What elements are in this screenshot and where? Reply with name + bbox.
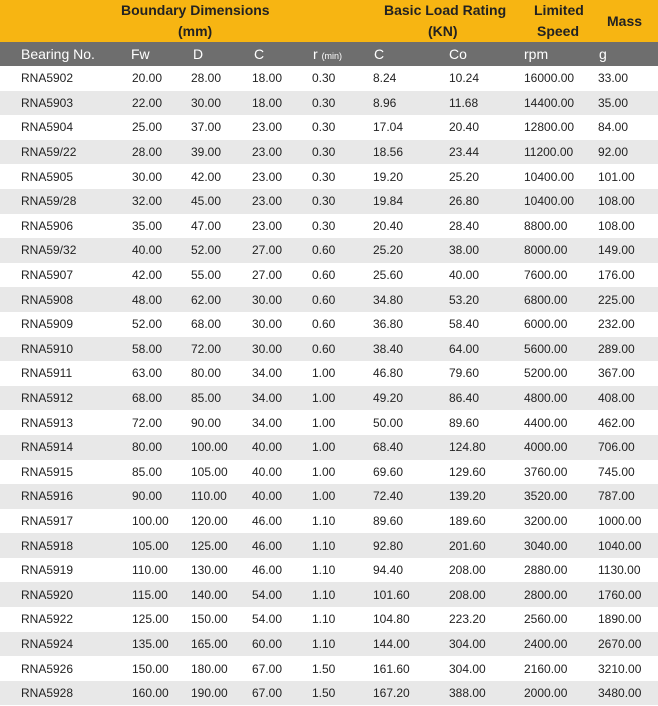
d-cell: 105.00 <box>191 460 252 485</box>
c-load-cell: 19.84 <box>373 189 449 214</box>
c-cell: 23.00 <box>252 189 312 214</box>
d-cell: 47.00 <box>191 214 252 239</box>
co-cell: 23.44 <box>449 140 524 165</box>
bearing-no-cell: RNA5916 <box>0 484 132 509</box>
rpm-cell: 4800.00 <box>524 386 598 411</box>
col-fw: Fw <box>131 46 150 62</box>
c-load-cell: 50.00 <box>373 410 449 435</box>
mass-cell: 745.00 <box>598 460 658 485</box>
c-cell: 27.00 <box>252 263 312 288</box>
mass-cell: 1000.00 <box>598 509 658 534</box>
mass-cell: 92.00 <box>598 140 658 165</box>
co-cell: 26.80 <box>449 189 524 214</box>
bearing-no-cell: RNA5909 <box>0 312 132 337</box>
r-cell: 1.00 <box>312 386 373 411</box>
mass-cell: 176.00 <box>598 263 658 288</box>
bearing-no-cell: RNA5904 <box>0 115 132 140</box>
r-cell: 0.60 <box>312 312 373 337</box>
co-cell: 58.40 <box>449 312 524 337</box>
column-header-row <box>0 42 658 66</box>
col-d: D <box>193 46 204 62</box>
rpm-cell: 5600.00 <box>524 337 598 362</box>
c-cell: 27.00 <box>252 238 312 263</box>
d-cell: 130.00 <box>191 558 252 583</box>
rpm-cell: 12800.00 <box>524 115 598 140</box>
col-c: C <box>254 46 265 62</box>
col-r-min: (min) <box>321 51 343 61</box>
mass-cell: 1890.00 <box>598 607 658 632</box>
d-cell: 52.00 <box>191 238 252 263</box>
boundary-dimensions-header: Boundary Dimensions <box>121 2 270 18</box>
fw-cell: 115.00 <box>132 582 191 607</box>
bearing-no-cell: RNA59/22 <box>0 140 132 165</box>
bearing-no-cell: RNA5924 <box>0 632 132 657</box>
r-cell: 1.00 <box>312 484 373 509</box>
co-cell: 64.00 <box>449 337 524 362</box>
table-row <box>0 410 658 435</box>
co-cell: 129.60 <box>449 460 524 485</box>
fw-cell: 80.00 <box>132 435 191 460</box>
fw-cell: 35.00 <box>132 214 191 239</box>
bearing-no-cell: RNA5902 <box>0 66 132 91</box>
bearing-no-cell: RNA5903 <box>0 91 132 116</box>
r-cell: 0.60 <box>312 238 373 263</box>
fw-cell: 85.00 <box>132 460 191 485</box>
table-row <box>0 214 658 239</box>
c-load-cell: 92.80 <box>373 533 449 558</box>
d-cell: 140.00 <box>191 582 252 607</box>
c-cell: 40.00 <box>252 435 312 460</box>
d-cell: 150.00 <box>191 607 252 632</box>
mass-cell: 33.00 <box>598 66 658 91</box>
c-load-cell: 104.80 <box>373 607 449 632</box>
co-cell: 79.60 <box>449 361 524 386</box>
bearing-no-cell: RNA5914 <box>0 435 132 460</box>
limited-header: Limited <box>534 2 584 18</box>
r-cell: 1.10 <box>312 533 373 558</box>
rpm-cell: 14400.00 <box>524 91 598 116</box>
mass-cell: 101.00 <box>598 164 658 189</box>
d-cell: 45.00 <box>191 189 252 214</box>
d-cell: 110.00 <box>191 484 252 509</box>
data-table <box>0 66 658 705</box>
mass-cell: 149.00 <box>598 238 658 263</box>
r-cell: 1.10 <box>312 632 373 657</box>
rpm-cell: 2000.00 <box>524 681 598 706</box>
rpm-cell: 4400.00 <box>524 410 598 435</box>
co-cell: 304.00 <box>449 632 524 657</box>
co-cell: 189.60 <box>449 509 524 534</box>
bearing-no-cell: RNA5915 <box>0 460 132 485</box>
d-cell: 165.00 <box>191 632 252 657</box>
mass-cell: 3480.00 <box>598 681 658 706</box>
mass-cell: 84.00 <box>598 115 658 140</box>
co-cell: 40.00 <box>449 263 524 288</box>
r-cell: 1.50 <box>312 681 373 706</box>
c-load-cell: 72.40 <box>373 484 449 509</box>
d-cell: 62.00 <box>191 287 252 312</box>
bearing-no-cell: RNA5913 <box>0 410 132 435</box>
col-c-load: C <box>374 46 385 62</box>
c-load-cell: 49.20 <box>373 386 449 411</box>
col-co: Co <box>449 46 467 62</box>
r-cell: 1.10 <box>312 582 373 607</box>
co-cell: 86.40 <box>449 386 524 411</box>
rpm-cell: 2400.00 <box>524 632 598 657</box>
c-cell: 67.00 <box>252 656 312 681</box>
d-cell: 72.00 <box>191 337 252 362</box>
table-row <box>0 337 658 362</box>
c-cell: 67.00 <box>252 681 312 706</box>
fw-cell: 135.00 <box>132 632 191 657</box>
fw-cell: 100.00 <box>132 509 191 534</box>
table-row <box>0 287 658 312</box>
table-row <box>0 582 658 607</box>
table-row <box>0 484 658 509</box>
fw-cell: 22.00 <box>132 91 191 116</box>
rpm-cell: 2800.00 <box>524 582 598 607</box>
col-rpm: rpm <box>524 46 549 62</box>
c-cell: 40.00 <box>252 484 312 509</box>
c-load-cell: 89.60 <box>373 509 449 534</box>
c-cell: 40.00 <box>252 460 312 485</box>
table-row <box>0 386 658 411</box>
c-cell: 18.00 <box>252 91 312 116</box>
d-cell: 37.00 <box>191 115 252 140</box>
table-row <box>0 312 658 337</box>
c-cell: 23.00 <box>252 214 312 239</box>
rpm-cell: 2160.00 <box>524 656 598 681</box>
bearing-no-cell: RNA5908 <box>0 287 132 312</box>
rpm-cell: 16000.00 <box>524 66 598 91</box>
bearing-no-cell: RNA5907 <box>0 263 132 288</box>
r-cell: 1.00 <box>312 361 373 386</box>
table-row <box>0 164 658 189</box>
fw-cell: 110.00 <box>132 558 191 583</box>
c-load-cell: 68.40 <box>373 435 449 460</box>
table-row <box>0 681 658 706</box>
r-cell: 1.50 <box>312 656 373 681</box>
col-r-label: r <box>313 46 318 62</box>
r-cell: 0.30 <box>312 164 373 189</box>
table-row <box>0 189 658 214</box>
rpm-cell: 11200.00 <box>524 140 598 165</box>
bearing-no-cell: RNA5906 <box>0 214 132 239</box>
c-load-cell: 36.80 <box>373 312 449 337</box>
c-cell: 23.00 <box>252 115 312 140</box>
r-cell: 0.60 <box>312 337 373 362</box>
table-row <box>0 509 658 534</box>
c-cell: 34.00 <box>252 361 312 386</box>
co-cell: 28.40 <box>449 214 524 239</box>
fw-cell: 150.00 <box>132 656 191 681</box>
c-load-cell: 94.40 <box>373 558 449 583</box>
rpm-cell: 10400.00 <box>524 189 598 214</box>
bearing-no-cell: RNA5912 <box>0 386 132 411</box>
c-load-cell: 167.20 <box>373 681 449 706</box>
c-cell: 34.00 <box>252 386 312 411</box>
fw-cell: 58.00 <box>132 337 191 362</box>
fw-cell: 68.00 <box>132 386 191 411</box>
d-cell: 190.00 <box>191 681 252 706</box>
mass-cell: 35.00 <box>598 91 658 116</box>
d-cell: 100.00 <box>191 435 252 460</box>
d-cell: 39.00 <box>191 140 252 165</box>
c-load-cell: 25.60 <box>373 263 449 288</box>
co-cell: 11.68 <box>449 91 524 116</box>
mass-cell: 289.00 <box>598 337 658 362</box>
fw-cell: 72.00 <box>132 410 191 435</box>
c-load-cell: 17.04 <box>373 115 449 140</box>
r-cell: 0.60 <box>312 287 373 312</box>
table-row <box>0 66 658 91</box>
table-row <box>0 632 658 657</box>
rpm-cell: 3200.00 <box>524 509 598 534</box>
fw-cell: 160.00 <box>132 681 191 706</box>
table-row <box>0 361 658 386</box>
table-row <box>0 140 658 165</box>
c-load-cell: 101.60 <box>373 582 449 607</box>
rpm-cell: 10400.00 <box>524 164 598 189</box>
bearing-no-cell: RNA59/32 <box>0 238 132 263</box>
rpm-cell: 7600.00 <box>524 263 598 288</box>
r-cell: 1.10 <box>312 607 373 632</box>
mass-cell: 1760.00 <box>598 582 658 607</box>
c-load-cell: 144.00 <box>373 632 449 657</box>
rpm-cell: 6000.00 <box>524 312 598 337</box>
kn-unit-header: (KN) <box>428 23 458 39</box>
mass-cell: 462.00 <box>598 410 658 435</box>
mass-cell: 3210.00 <box>598 656 658 681</box>
group-header-row <box>0 0 658 42</box>
co-cell: 201.60 <box>449 533 524 558</box>
fw-cell: 48.00 <box>132 287 191 312</box>
col-bearing-no: Bearing No. <box>21 46 95 62</box>
mass-cell: 367.00 <box>598 361 658 386</box>
table-row <box>0 607 658 632</box>
c-load-cell: 25.20 <box>373 238 449 263</box>
c-cell: 30.00 <box>252 337 312 362</box>
table-row <box>0 533 658 558</box>
fw-cell: 30.00 <box>132 164 191 189</box>
co-cell: 208.00 <box>449 558 524 583</box>
c-load-cell: 161.60 <box>373 656 449 681</box>
mm-unit-header: (mm) <box>178 23 213 39</box>
r-cell: 0.30 <box>312 189 373 214</box>
fw-cell: 90.00 <box>132 484 191 509</box>
bearing-no-cell: RNA5905 <box>0 164 132 189</box>
co-cell: 38.00 <box>449 238 524 263</box>
rpm-cell: 8800.00 <box>524 214 598 239</box>
d-cell: 55.00 <box>191 263 252 288</box>
rpm-cell: 3520.00 <box>524 484 598 509</box>
fw-cell: 105.00 <box>132 533 191 558</box>
d-cell: 180.00 <box>191 656 252 681</box>
r-cell: 0.30 <box>312 140 373 165</box>
fw-cell: 42.00 <box>132 263 191 288</box>
bearing-no-cell: RNA5919 <box>0 558 132 583</box>
fw-cell: 20.00 <box>132 66 191 91</box>
c-load-cell: 34.80 <box>373 287 449 312</box>
co-cell: 25.20 <box>449 164 524 189</box>
rpm-cell: 2880.00 <box>524 558 598 583</box>
c-cell: 30.00 <box>252 312 312 337</box>
co-cell: 139.20 <box>449 484 524 509</box>
table-row <box>0 91 658 116</box>
table-row <box>0 435 658 460</box>
d-cell: 85.00 <box>191 386 252 411</box>
rpm-cell: 5200.00 <box>524 361 598 386</box>
r-cell: 0.30 <box>312 66 373 91</box>
co-cell: 388.00 <box>449 681 524 706</box>
r-cell: 0.60 <box>312 263 373 288</box>
rpm-cell: 3040.00 <box>524 533 598 558</box>
fw-cell: 25.00 <box>132 115 191 140</box>
c-cell: 18.00 <box>252 66 312 91</box>
co-cell: 304.00 <box>449 656 524 681</box>
c-cell: 46.00 <box>252 558 312 583</box>
co-cell: 10.24 <box>449 66 524 91</box>
bearing-no-cell: RNA59/28 <box>0 189 132 214</box>
table-row <box>0 460 658 485</box>
co-cell: 53.20 <box>449 287 524 312</box>
c-cell: 46.00 <box>252 509 312 534</box>
col-r <box>313 46 342 62</box>
bearing-no-cell: RNA5922 <box>0 607 132 632</box>
mass-cell: 408.00 <box>598 386 658 411</box>
d-cell: 28.00 <box>191 66 252 91</box>
d-cell: 120.00 <box>191 509 252 534</box>
r-cell: 0.30 <box>312 115 373 140</box>
c-load-cell: 46.80 <box>373 361 449 386</box>
bearing-no-cell: RNA5910 <box>0 337 132 362</box>
co-cell: 20.40 <box>449 115 524 140</box>
table-row <box>0 656 658 681</box>
co-cell: 223.20 <box>449 607 524 632</box>
table-row <box>0 263 658 288</box>
col-g: g <box>599 46 607 62</box>
fw-cell: 40.00 <box>132 238 191 263</box>
c-load-cell: 18.56 <box>373 140 449 165</box>
c-load-cell: 8.24 <box>373 66 449 91</box>
d-cell: 30.00 <box>191 91 252 116</box>
bearing-no-cell: RNA5928 <box>0 681 132 706</box>
bearing-no-cell: RNA5920 <box>0 582 132 607</box>
mass-cell: 787.00 <box>598 484 658 509</box>
c-cell: 23.00 <box>252 164 312 189</box>
fw-cell: 32.00 <box>132 189 191 214</box>
d-cell: 90.00 <box>191 410 252 435</box>
mass-cell: 108.00 <box>598 214 658 239</box>
c-load-cell: 19.20 <box>373 164 449 189</box>
fw-cell: 63.00 <box>132 361 191 386</box>
table-row <box>0 238 658 263</box>
r-cell: 1.10 <box>312 558 373 583</box>
c-cell: 23.00 <box>252 140 312 165</box>
bearing-no-cell: RNA5917 <box>0 509 132 534</box>
d-cell: 42.00 <box>191 164 252 189</box>
mass-cell: 706.00 <box>598 435 658 460</box>
c-load-cell: 20.40 <box>373 214 449 239</box>
bearing-no-cell: RNA5926 <box>0 656 132 681</box>
table-body <box>0 66 658 705</box>
c-cell: 46.00 <box>252 533 312 558</box>
c-cell: 30.00 <box>252 287 312 312</box>
rpm-cell: 3760.00 <box>524 460 598 485</box>
table-row <box>0 115 658 140</box>
d-cell: 68.00 <box>191 312 252 337</box>
mass-header: Mass <box>607 13 643 29</box>
c-cell: 54.00 <box>252 582 312 607</box>
c-cell: 54.00 <box>252 607 312 632</box>
co-cell: 208.00 <box>449 582 524 607</box>
mass-cell: 232.00 <box>598 312 658 337</box>
rpm-cell: 4000.00 <box>524 435 598 460</box>
speed-header: Speed <box>537 23 580 39</box>
r-cell: 1.00 <box>312 460 373 485</box>
mass-cell: 1130.00 <box>598 558 658 583</box>
c-load-cell: 38.40 <box>373 337 449 362</box>
r-cell: 1.10 <box>312 509 373 534</box>
bearing-no-cell: RNA5918 <box>0 533 132 558</box>
basic-load-rating-header: Basic Load Rating <box>384 2 507 18</box>
c-load-cell: 69.60 <box>373 460 449 485</box>
rpm-cell: 8000.00 <box>524 238 598 263</box>
d-cell: 80.00 <box>191 361 252 386</box>
fw-cell: 28.00 <box>132 140 191 165</box>
c-load-cell: 8.96 <box>373 91 449 116</box>
c-cell: 60.00 <box>252 632 312 657</box>
mass-cell: 2670.00 <box>598 632 658 657</box>
mass-cell: 108.00 <box>598 189 658 214</box>
mass-cell: 1040.00 <box>598 533 658 558</box>
fw-cell: 125.00 <box>132 607 191 632</box>
c-cell: 34.00 <box>252 410 312 435</box>
co-cell: 89.60 <box>449 410 524 435</box>
r-cell: 0.30 <box>312 214 373 239</box>
r-cell: 1.00 <box>312 410 373 435</box>
co-cell: 124.80 <box>449 435 524 460</box>
table-row <box>0 558 658 583</box>
mass-cell: 225.00 <box>598 287 658 312</box>
d-cell: 125.00 <box>191 533 252 558</box>
r-cell: 0.30 <box>312 91 373 116</box>
rpm-cell: 6800.00 <box>524 287 598 312</box>
rpm-cell: 2560.00 <box>524 607 598 632</box>
bearing-no-cell: RNA5911 <box>0 361 132 386</box>
r-cell: 1.00 <box>312 435 373 460</box>
fw-cell: 52.00 <box>132 312 191 337</box>
